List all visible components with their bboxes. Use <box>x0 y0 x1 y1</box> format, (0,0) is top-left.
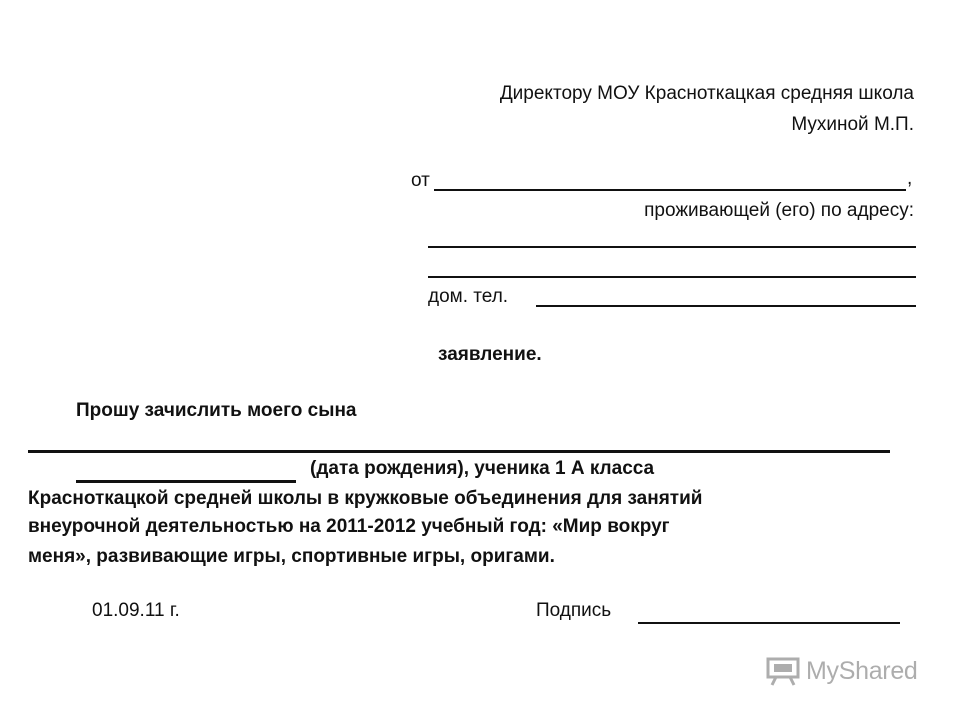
address-label: проживающей (его) по адресу: <box>644 200 914 221</box>
from-label: от <box>411 170 430 191</box>
from-blank-line <box>434 189 906 191</box>
date-text: 01.09.11 г. <box>92 600 180 621</box>
address-blank-line <box>428 276 916 278</box>
address-blank-line <box>428 246 916 248</box>
from-comma: , <box>907 168 913 189</box>
birth-date-blank-line <box>76 480 296 483</box>
document-title: заявление. <box>438 344 542 365</box>
body-text-line: меня», развивающие игры, спортивные игры, оригами. <box>28 546 555 567</box>
signature-label: Подпись <box>536 600 612 621</box>
birth-date-text: (дата рождения), ученика 1 А класса <box>310 458 655 479</box>
body-text-line: внеурочной деятельностью на 2011-2012 учебный год: «Мир вокруг <box>28 516 670 537</box>
body-text-line: Красноткацкой средней школы в кружковые объединения для занятий <box>28 488 703 509</box>
phone-label: дом. тел. <box>428 286 509 307</box>
addressee-director: Директору МОУ Красноткацкая средняя школа <box>499 83 914 104</box>
watermark-text: MyShared <box>806 656 918 685</box>
son-name-blank-line <box>28 450 890 453</box>
signature-blank-line <box>638 622 900 624</box>
addressee-name: Мухиной М.П. <box>791 114 914 135</box>
watermark <box>766 656 918 686</box>
request-text: Прошу зачислить моего сына <box>76 400 357 421</box>
presentation-board-icon <box>766 656 800 686</box>
phone-blank-line <box>536 305 916 307</box>
